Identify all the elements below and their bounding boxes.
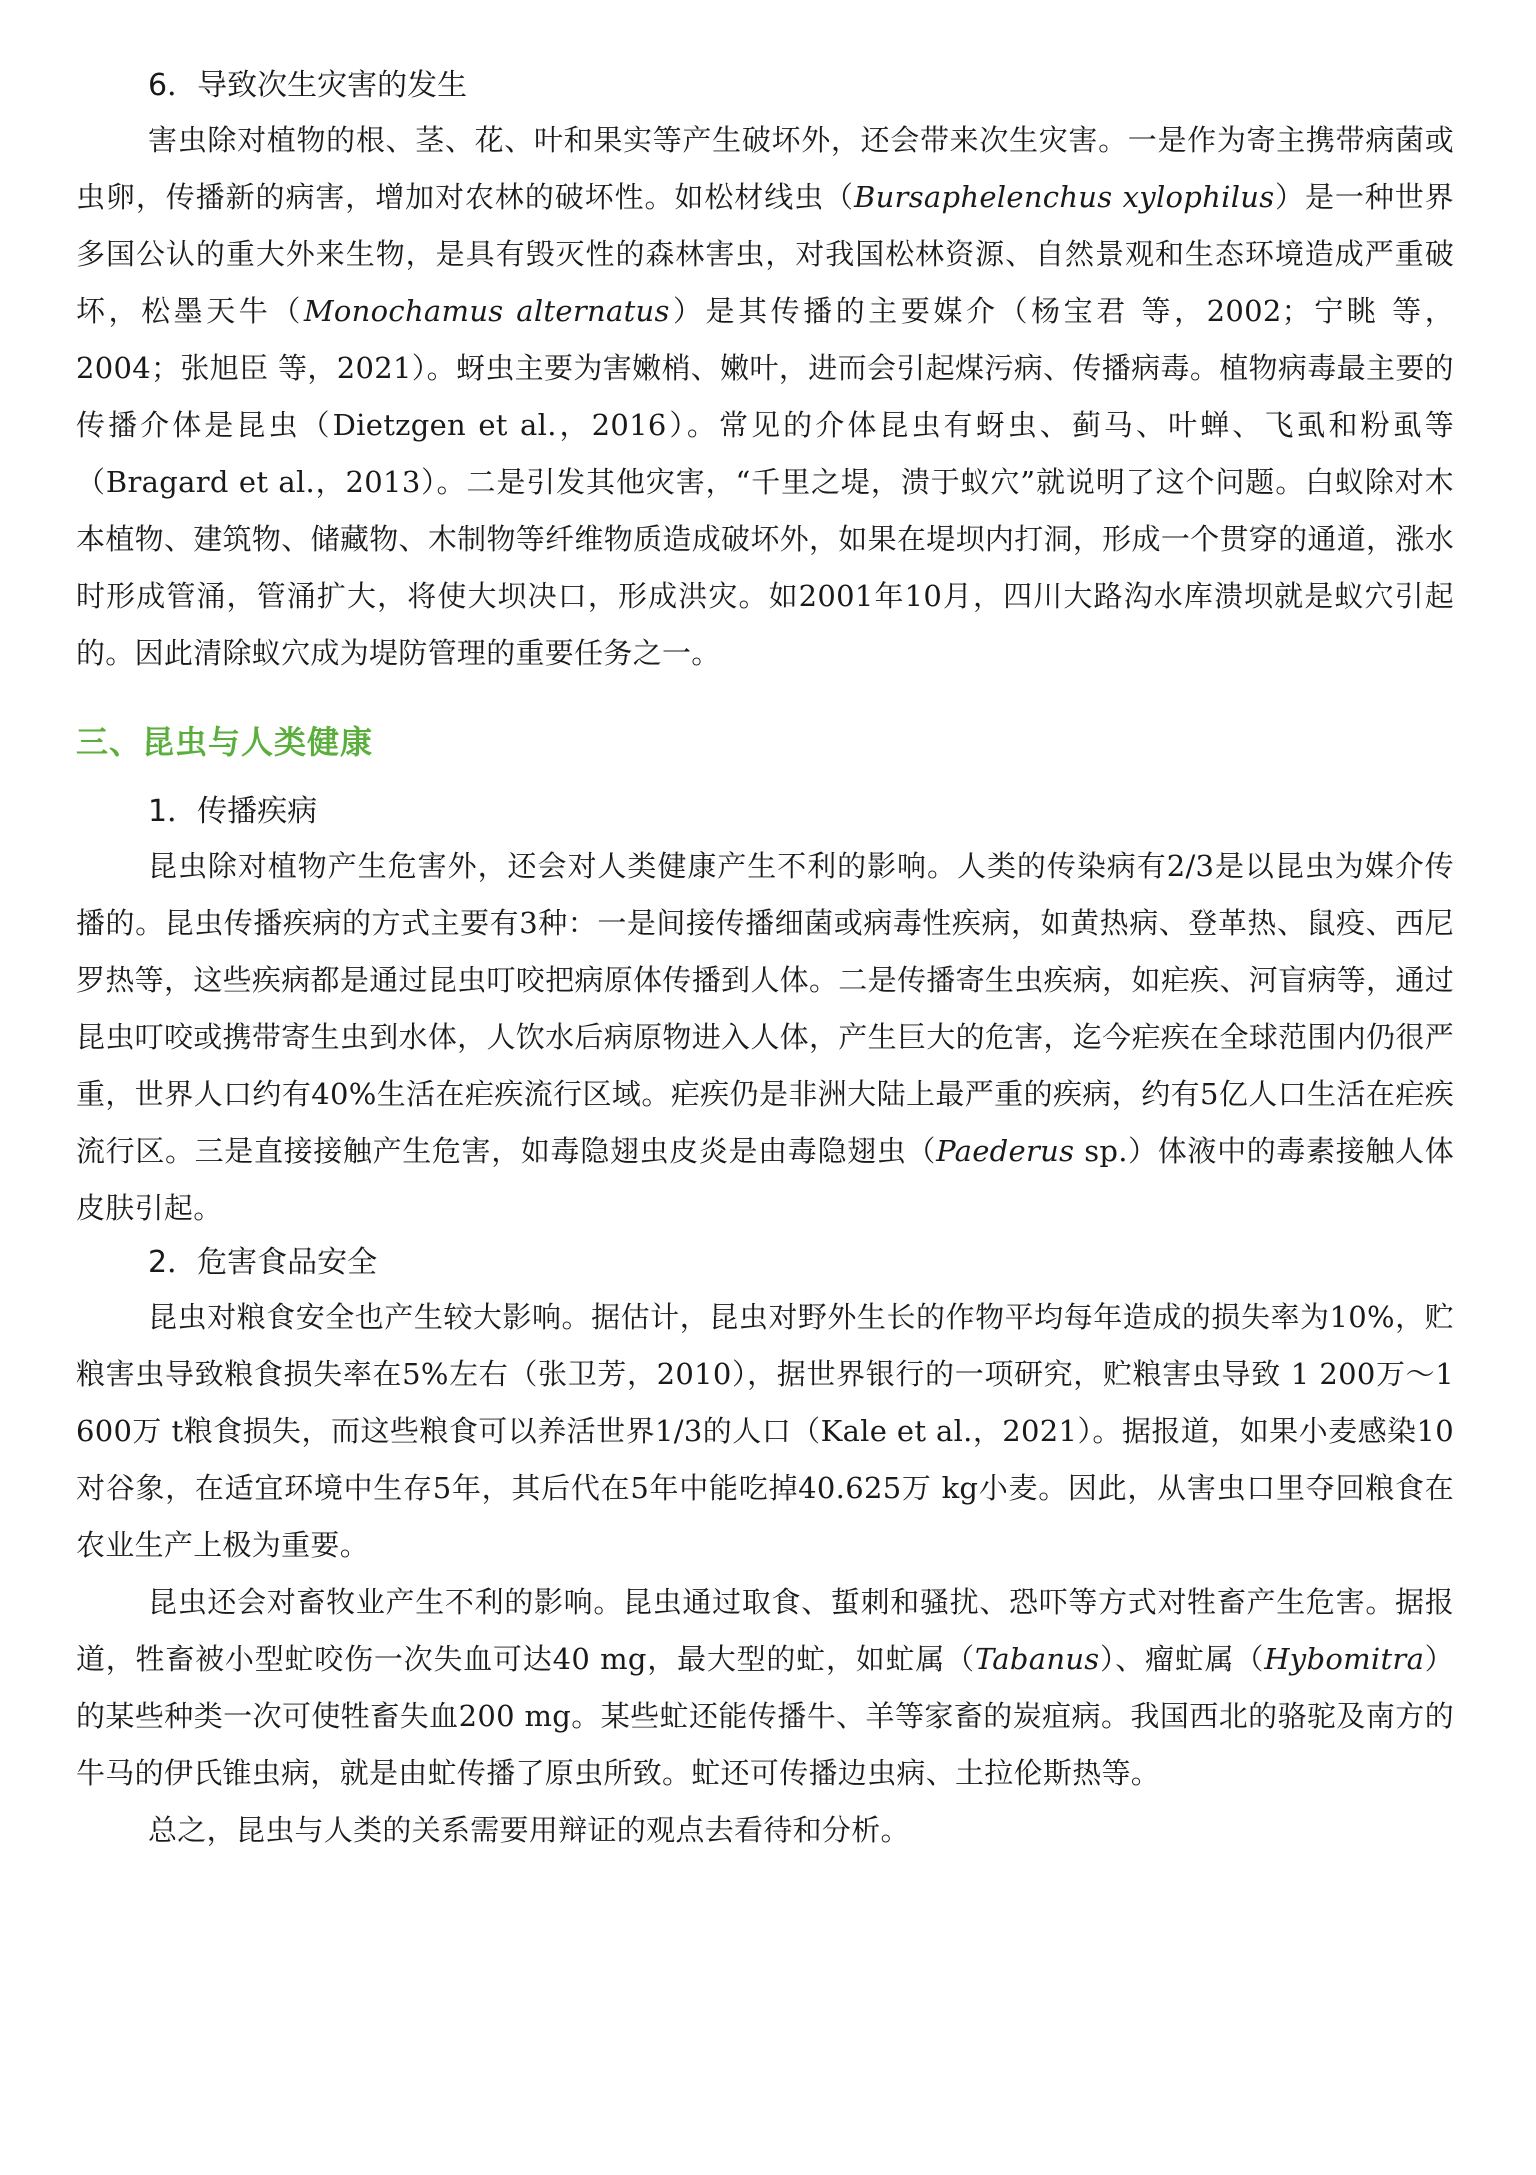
italic-species-name: Tabanus [974, 1642, 1100, 1676]
paragraph-secondary-disasters: 害虫除对植物的根、茎、花、叶和果实等产生破坏外，还会带来次生灾害。一是作为寄主携带病菌或虫卵，传播新的病害，增加对农林的破坏性。如松材线虫（Bursaphelenchus xylophilus）是一种世界多国公认的重大外来生物，是具有毁灭性的森林害虫，对我国松林资源、自然景观和生态环境造成严重破坏，松墨天牛（Monochamus alternatus）是其传播的主要媒介（杨宝君 等，2002；宁眺 等，2004；张旭臣 等，2021）。蚜虫主要为害嫩梢、嫩叶，进而会引起煤污病、传播病毒。植物病毒最主要的传播介体是昆虫（Dietzgen et al.，2016）。常见的介体昆虫有蚜虫、蓟马、叶蝉、飞虱和粉虱等（Bragard et al.，2013）。二是引发其他灾害，“千里之堤，溃于蚁穴”就说明了这个问题。白蚁除对木本植物、建筑物、储藏物、木制物等纤维物质造成破坏外，如果在堤坝内打洞，形成一个贯穿的通道，涨水时形成管涌，管涌扩大，将使大坝决口，形成洪灾。如2001年10月，四川大路沟水库溃坝就是蚁穴引起的。因此清除蚁穴成为堤防管理的重要任务之一。 [76, 123, 1454, 670]
paragraph-food-safety: 昆虫对粮食安全也产生较大影响。据估计，昆虫对野外生长的作物平均每年造成的损失率为10%，贮粮害虫导致粮食损失率在5%左右（张卫芳，2010），据世界银行的一项研究，贮粮害虫导致 1 200万～1 600万 t粮食损失，而这些粮食可以养活世界1/3的人口（Kale et al.，2021）。据报道，如果小麦感染10对谷象，在适宜环境中生存5年，其后代在5年中能吃掉40.625万 kg小麦。因此，从害虫口里夺回粮食在农业生产上极为重要。 [76, 1300, 1454, 1562]
italic-species-name: Monochamus alternatus [303, 294, 670, 328]
italic-species-name: Bursaphelenchus xylophilus [853, 180, 1275, 214]
italic-species-name: Paederus [936, 1134, 1075, 1168]
paragraph-livestock: 昆虫还会对畜牧业产生不利的影响。昆虫通过取食、蜇刺和骚扰、恐吓等方式对牲畜产生危害。据报道，牲畜被小型虻咬伤一次失血可达40 mg，最大型的虻，如虻属（Tabanus）、瘤虻属（Hybomitra）的某些种类一次可使牲畜失血200 mg。某些虻还能传播牛、羊等家畜的炭疽病。我国西北的骆驼及南方的牛马的伊氏锥虫病，就是由虻传播了原虫所致。虻还可传播边虫病、土拉伦斯热等。 [76, 1585, 1454, 1790]
paragraph-disease-transmission: 昆虫除对植物产生危害外，还会对人类健康产生不利的影响。人类的传染病有2/3是以昆虫为媒介传播的。昆虫传播疾病的方式主要有3种：一是间接传播细菌或病毒性疾病，如黄热病、登革热、鼠疫、西尼罗热等，这些疾病都是通过昆虫叮咬把病原体传播到人体。二是传播寄生虫疾病，如疟疾、河盲病等，通过昆虫叮咬或携带寄生虫到水体，人饮水后病原物进入人体，产生巨大的危害，迄今疟疾在全球范围内仍很严重，世界人口约有40%生活在疟疾流行区域。疟疾仍是非洲大陆上最严重的疾病，约有5亿人口生活在疟疾流行区。三是直接接触产生危害，如毒隐翅虫皮炎是由毒隐翅虫（Paederus sp.）体液中的毒素接触人体皮肤引起。 [76, 849, 1454, 1225]
subheading-disease-transmission: 1．传播疾病 [148, 794, 318, 829]
paragraph-conclusion: 总之，昆虫与人类的关系需要用辩证的观点去看待和分析。 [148, 1813, 910, 1847]
subheading-secondary-disasters: 6．导致次生灾害的发生 [148, 68, 468, 103]
section-heading-insects-human-health: 三、昆虫与人类健康 [76, 723, 374, 761]
subheading-food-safety: 2．危害食品安全 [148, 1245, 378, 1280]
italic-species-name: Hybomitra [1264, 1642, 1425, 1676]
